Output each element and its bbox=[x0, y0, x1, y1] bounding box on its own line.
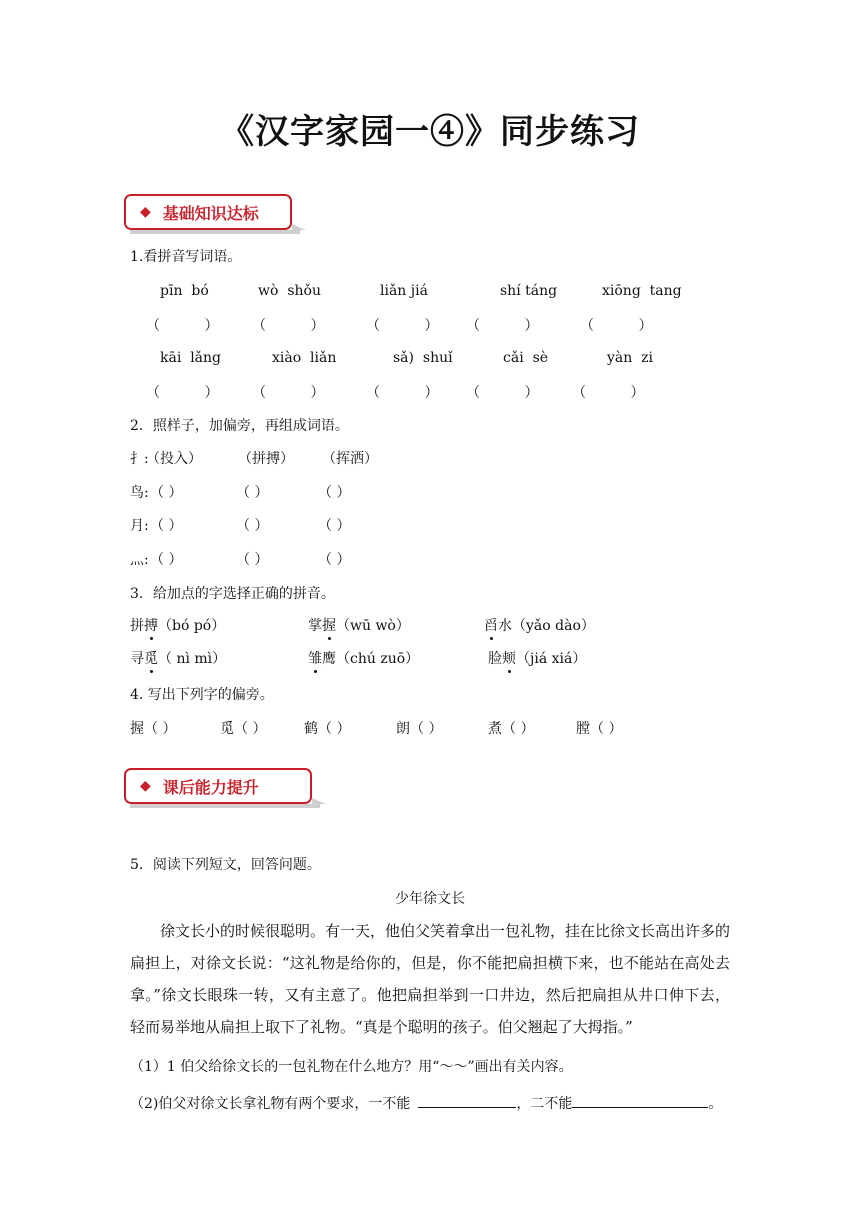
radical-label: 扌: bbox=[130, 451, 149, 467]
answer-bracket[interactable]: （ ） bbox=[366, 385, 439, 401]
question-2-stem: 2．照样子，加偏旁，再组成词语。 bbox=[130, 418, 349, 434]
pinyin-choice-item: 寻觅（ nì mì） bbox=[130, 651, 227, 667]
answer-bracket[interactable]: （ ） bbox=[252, 318, 325, 334]
pinyin: pīn bó bbox=[160, 283, 209, 299]
section-label: 课后能力提升 bbox=[162, 777, 259, 797]
pinyin-choice-item: 脸颊（jiá xiá） bbox=[488, 651, 587, 667]
answer-bracket[interactable]: （ ） bbox=[466, 318, 539, 334]
diamond-icon: ◆ bbox=[140, 778, 151, 794]
radical-label: 鸟: bbox=[130, 485, 149, 501]
answer-bracket[interactable]: （ ） bbox=[150, 518, 183, 534]
radical-item[interactable]: 膛（ ） bbox=[576, 721, 623, 737]
pinyin: cǎi sè bbox=[503, 350, 549, 366]
pinyin: xiōng tang bbox=[602, 283, 682, 299]
question-3-stem: 3．给加点的字选择正确的拼音。 bbox=[130, 586, 335, 602]
pinyin-choice-item: 拼搏（bó pó） bbox=[130, 618, 226, 634]
answer-bracket[interactable]: （ ） bbox=[146, 385, 219, 401]
dotted-char: 颊 bbox=[502, 651, 516, 667]
dotted-char: 雏 bbox=[308, 651, 322, 667]
dotted-char: 搏 bbox=[144, 618, 158, 634]
question-1-stem: 1.看拼音写词语。 bbox=[130, 249, 242, 265]
question-4-stem: 4. 写出下列字的偏旁。 bbox=[130, 687, 274, 703]
answer-bracket[interactable]: （ ） bbox=[318, 485, 351, 501]
answer-bracket[interactable]: （ ） bbox=[318, 552, 351, 568]
pinyin: shí táng bbox=[500, 283, 558, 299]
pinyin-options[interactable]: （yǎo dào） bbox=[512, 618, 595, 634]
radical-item[interactable]: 握（ ） bbox=[130, 721, 177, 737]
radical-item[interactable]: 鹤（ ） bbox=[304, 721, 351, 737]
question-5-stem: 5．阅读下列短文，回答问题。 bbox=[130, 857, 321, 873]
answer-bracket[interactable]: （ ） bbox=[236, 518, 269, 534]
pinyin-choice-item: 舀水（yǎo dào） bbox=[484, 618, 595, 634]
pinyin-options[interactable]: （ nì mì） bbox=[158, 651, 227, 667]
pinyin: liǎn jiá bbox=[380, 283, 428, 299]
sub-question-2: （2)伯父对徐文长拿礼物有两个要求，一不能 ，二不能 。 bbox=[130, 1093, 722, 1114]
answer-bracket[interactable]: （ ） bbox=[466, 385, 539, 401]
answer-bracket[interactable]: （ ） bbox=[150, 485, 183, 501]
pinyin: yàn zi bbox=[607, 350, 654, 366]
passage-text: 徐文长小的时候很聪明。有一天，他伯父笑着拿出一包礼物，挂在比徐文长高出许多的扁担上，对徐文长说：“这礼物是给你的，但是，你不能把扁担横下来，也不能站在高处去拿。”徐文长眼珠一转，又有主意了。他把扁担举到一口井边，然后把扁担从井口伸下去，轻而易举地从扁担上取下了礼物。“真是个聪明的孩子。伯父翘起了大拇指。” bbox=[130, 922, 731, 1036]
dotted-char: 觅 bbox=[144, 651, 158, 667]
pinyin-options[interactable]: （chú zuō） bbox=[336, 651, 420, 667]
answer-bracket[interactable]: （ ） bbox=[252, 385, 325, 401]
answer-bracket[interactable]: （ ） bbox=[318, 518, 351, 534]
example-word: （拼搏） bbox=[238, 451, 294, 467]
sub-question-1: （1）1 伯父给徐文长的一包礼物在什么地方？用“～～”画出有关内容。 bbox=[130, 1059, 573, 1075]
pinyin: sǎ) shuǐ bbox=[393, 350, 453, 366]
pinyin-options[interactable]: （wū wò） bbox=[336, 618, 410, 634]
radical-label: 灬: bbox=[130, 552, 149, 568]
answer-bracket[interactable]: （ ） bbox=[580, 318, 653, 334]
pinyin-choice-item: 雏鹰（chú zuō） bbox=[308, 651, 420, 667]
pinyin-options[interactable]: （jiá xiá） bbox=[516, 651, 587, 667]
pinyin-choice-item: 掌握（wū wò） bbox=[308, 618, 410, 634]
dotted-char: 握 bbox=[322, 618, 336, 634]
example-word: （挥洒） bbox=[322, 451, 378, 467]
page-title: 《汉字家园一④》同步练习 bbox=[220, 112, 640, 152]
radical-item[interactable]: 朗（ ） bbox=[396, 721, 443, 737]
fill-blank[interactable] bbox=[572, 1093, 708, 1108]
answer-bracket[interactable]: （ ） bbox=[236, 552, 269, 568]
radical-item[interactable]: 觅（ ） bbox=[220, 721, 267, 737]
dotted-char: 舀 bbox=[484, 618, 498, 634]
passage-title: 少年徐文长 bbox=[395, 891, 465, 907]
answer-bracket[interactable]: （ ） bbox=[146, 318, 219, 334]
pinyin: xiào liǎn bbox=[272, 350, 337, 366]
diamond-icon: ◆ bbox=[140, 204, 151, 220]
pinyin-options[interactable]: （bó pó） bbox=[158, 618, 226, 634]
example-word: （投入） bbox=[146, 451, 202, 467]
section-header-basic bbox=[124, 194, 304, 232]
pinyin: kāi lǎng bbox=[160, 350, 222, 366]
pinyin: wò shǒu bbox=[258, 283, 321, 299]
answer-bracket[interactable]: （ ） bbox=[150, 552, 183, 568]
section-label: 基础知识达标 bbox=[162, 203, 259, 223]
radical-label: 月: bbox=[130, 518, 149, 534]
section-header-advanced bbox=[124, 768, 324, 806]
answer-bracket[interactable]: （ ） bbox=[236, 485, 269, 501]
fill-blank[interactable] bbox=[418, 1093, 516, 1108]
answer-bracket[interactable]: （ ） bbox=[572, 385, 645, 401]
radical-item[interactable]: 煮（ ） bbox=[488, 721, 535, 737]
answer-bracket[interactable]: （ ） bbox=[366, 318, 439, 334]
